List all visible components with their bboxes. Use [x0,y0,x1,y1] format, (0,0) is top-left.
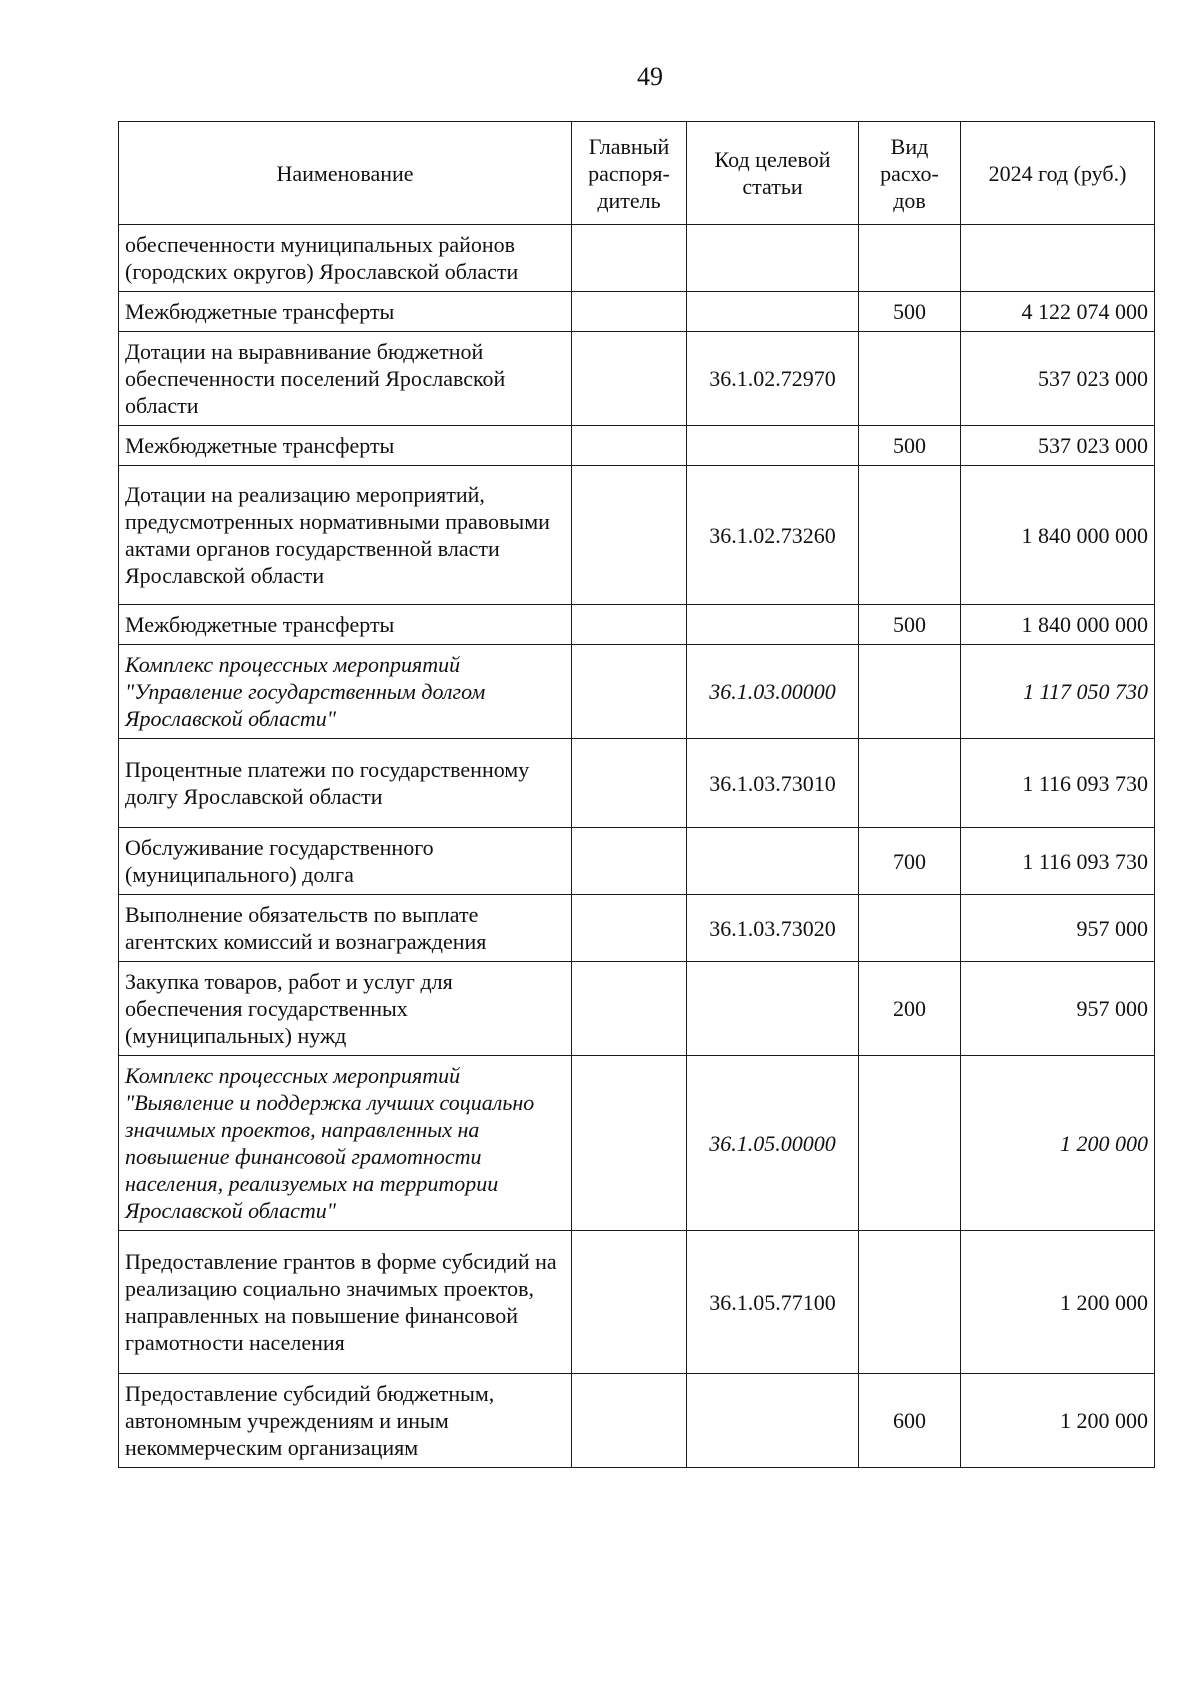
table-row [119,292,1155,332]
cell-code [687,225,859,292]
cell-code [687,605,859,645]
cell-manager [572,332,687,426]
cell-vid: 600 [859,1374,961,1468]
cell-manager [572,645,687,739]
cell-code: 36.1.05.77100 [687,1231,859,1374]
cell-vid [859,739,961,828]
header-manager: Главный распоря-дитель [572,122,687,225]
cell-sum: 1 200 000 [961,1374,1155,1468]
cell-manager [572,225,687,292]
table-row [119,1231,1155,1374]
cell-sum: 1 116 093 730 [961,828,1155,895]
cell-name: Предоставление субсидий бюджетным, автономным учреждениям и иным некоммерческим организациям [119,1374,572,1468]
table-row [119,645,1155,739]
cell-code: 36.1.05.00000 [687,1056,859,1231]
cell-sum: 1 200 000 [961,1231,1155,1374]
cell-name: Выполнение обязательств по выплате агентских комиссий и вознаграждения [119,895,572,962]
cell-sum: 537 023 000 [961,332,1155,426]
table-row [119,739,1155,828]
cell-sum: 1 840 000 000 [961,466,1155,605]
cell-name: Дотации на выравнивание бюджетной обеспеченности поселений Ярославской области [119,332,572,426]
cell-name: Комплекс процессных мероприятий "Выявление и поддержка лучших социально значимых проектов, направленных на повышение финансовой грамотности населения, реализуемых на территории Ярославской области" [119,1056,572,1231]
cell-code [687,1374,859,1468]
cell-name: Комплекс процессных мероприятий "Управление государственным долгом Ярославской области" [119,645,572,739]
cell-name: Межбюджетные трансферты [119,605,572,645]
cell-name: Закупка товаров, работ и услуг для обеспечения государственных (муниципальных) нужд [119,962,572,1056]
cell-sum [961,225,1155,292]
cell-code: 36.1.03.00000 [687,645,859,739]
cell-manager [572,895,687,962]
cell-name: обеспеченности муниципальных районов (городских округов) Ярославской области [119,225,572,292]
cell-sum: 1 200 000 [961,1056,1155,1231]
page-number: 49 [637,62,663,91]
header-vid: Вид расхо-дов [859,122,961,225]
cell-sum: 537 023 000 [961,426,1155,466]
cell-sum: 1 116 093 730 [961,739,1155,828]
cell-manager [572,739,687,828]
cell-code: 36.1.02.73260 [687,466,859,605]
cell-sum: 1 840 000 000 [961,605,1155,645]
cell-code: 36.1.03.73020 [687,895,859,962]
table-row [119,962,1155,1056]
cell-vid [859,225,961,292]
table-row [119,895,1155,962]
cell-manager [572,605,687,645]
table-row [119,1056,1155,1231]
cell-vid [859,466,961,605]
header-name: Наименование [119,122,572,225]
cell-sum: 1 117 050 730 [961,645,1155,739]
table-row [119,225,1155,292]
cell-name: Процентные платежи по государственному долгу Ярославской области [119,739,572,828]
cell-vid [859,1231,961,1374]
cell-sum: 957 000 [961,895,1155,962]
table-body [119,225,1155,1468]
cell-vid [859,1056,961,1231]
cell-code [687,962,859,1056]
cell-manager [572,466,687,605]
budget-table [118,121,1155,1468]
cell-vid: 500 [859,292,961,332]
cell-manager [572,426,687,466]
cell-vid [859,895,961,962]
cell-code [687,292,859,332]
cell-manager [572,828,687,895]
cell-code [687,828,859,895]
cell-name: Предоставление грантов в форме субсидий на реализацию социально значимых проектов, направленных на повышение финансовой грамотности населения [119,1231,572,1374]
header-sum: 2024 год (руб.) [961,122,1155,225]
cell-manager [572,292,687,332]
table-row [119,605,1155,645]
cell-vid [859,645,961,739]
table-row [119,466,1155,605]
cell-code [687,426,859,466]
cell-code: 36.1.03.73010 [687,739,859,828]
cell-vid: 200 [859,962,961,1056]
cell-name: Межбюджетные трансферты [119,292,572,332]
cell-name: Обслуживание государственного (муниципального) долга [119,828,572,895]
cell-vid: 500 [859,605,961,645]
table-row [119,332,1155,426]
cell-sum: 957 000 [961,962,1155,1056]
table-header-row [119,122,1155,225]
cell-name: Дотации на реализацию мероприятий, предусмотренных нормативными правовыми актами органов государственной власти Ярославской области [119,466,572,605]
cell-manager [572,1056,687,1231]
cell-vid: 700 [859,828,961,895]
header-code: Код целевой статьи [687,122,859,225]
table-row [119,828,1155,895]
cell-vid [859,332,961,426]
cell-manager [572,1374,687,1468]
cell-manager [572,962,687,1056]
cell-code: 36.1.02.72970 [687,332,859,426]
cell-vid: 500 [859,426,961,466]
table-row [119,426,1155,466]
table-row [119,1374,1155,1468]
cell-name: Межбюджетные трансферты [119,426,572,466]
cell-sum: 4 122 074 000 [961,292,1155,332]
cell-manager [572,1231,687,1374]
